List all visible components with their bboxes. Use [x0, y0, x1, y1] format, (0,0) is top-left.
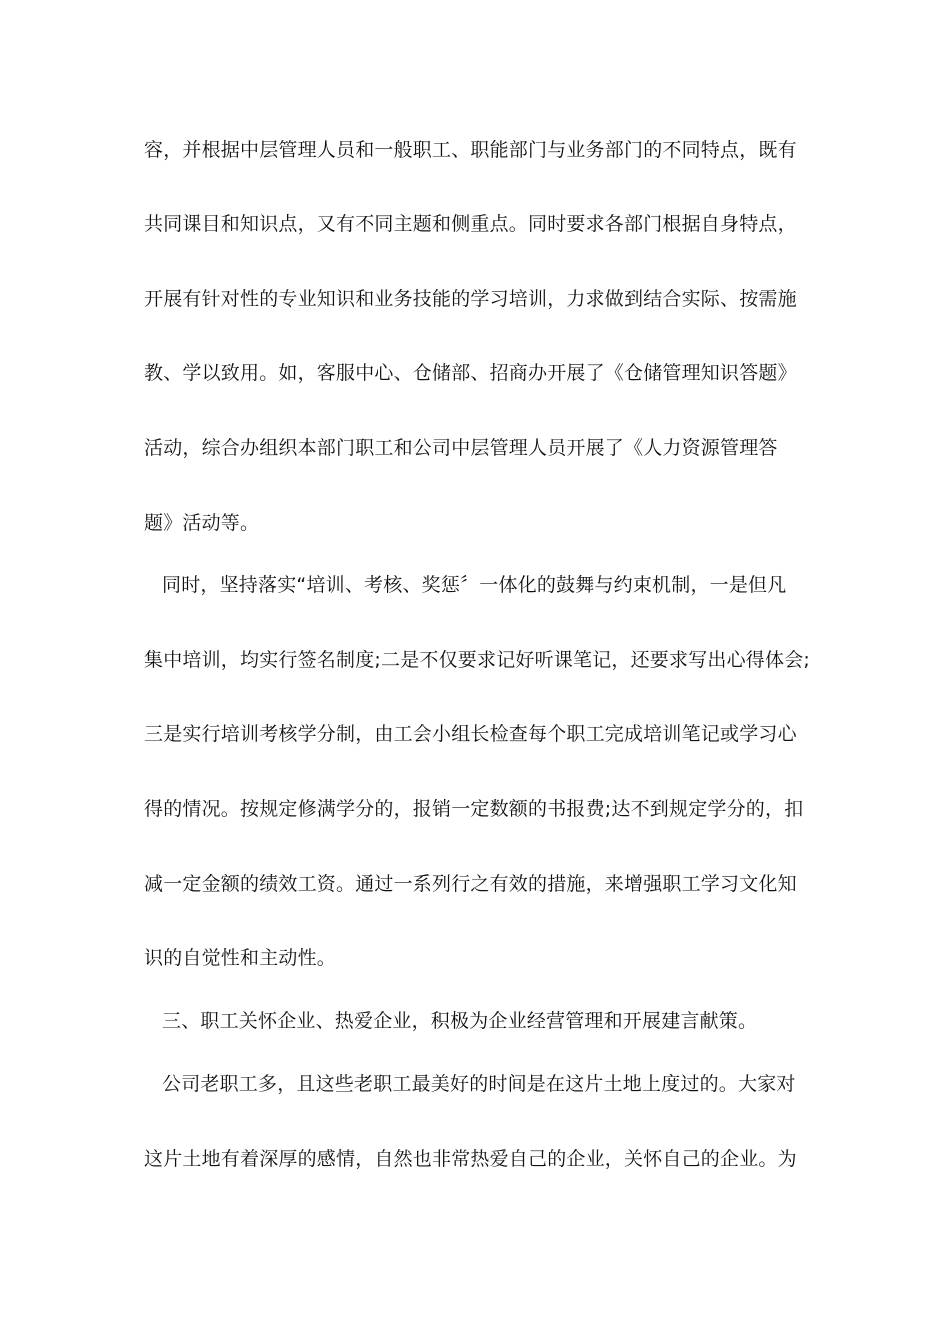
- paragraph-line: 同时，坚持落实“培训、考核、奖惩〞一体化的鼓舞与约束机制，一是但凡: [162, 574, 787, 596]
- paragraph-line: 活动，综合办组织本部门职工和公司中层管理人员开展了《人力资源管理答: [144, 437, 778, 459]
- paragraph-line: 得的情况。按规定修满学分的，报销一定数额的书报费;达不到规定学分的，扣: [144, 798, 804, 820]
- paragraph-line: 识的自觉性和主动性。: [144, 947, 337, 969]
- paragraph-line: 减一定金额的绩效工资。通过一系列行之有效的措施，来增强职工学习文化知: [144, 873, 797, 895]
- paragraph-line: 教、学以致用。如，客服中心、仓储部、招商办开展了《仓储管理知识答题》: [144, 362, 797, 384]
- paragraph-line: 题》活动等。: [144, 512, 260, 534]
- paragraph-line: 共同课目和知识点，又有不同主题和侧重点。同时要求各部门根据自身特点，: [144, 213, 797, 235]
- paragraph-line: 公司老职工多，且这些老职工最美好的时间是在这片土地上度过的。大家对: [162, 1073, 796, 1095]
- paragraph-line: 集中培训，均实行签名制度;二是不仅要求记好听课笔记，还要求写出心得体会;: [144, 649, 811, 671]
- paragraph-line: 这片土地有着深厚的感情，自然也非常热爱自己的企业，关怀自己的企业。为: [144, 1148, 797, 1170]
- paragraph-line: 三是实行培训考核学分制，由工会小组长检查每个职工完成培训笔记或学习心: [144, 723, 797, 745]
- section-heading: 三、职工关怀企业、热爱企业，积极为企业经营管理和开展建言献策。: [162, 1010, 758, 1032]
- paragraph-line: 开展有针对性的专业知识和业务技能的学习培训，力求做到结合实际、按需施: [144, 288, 797, 310]
- paragraph-line: 容，并根据中层管理人员和一般职工、职能部门与业务部门的不同特点，既有: [144, 139, 797, 161]
